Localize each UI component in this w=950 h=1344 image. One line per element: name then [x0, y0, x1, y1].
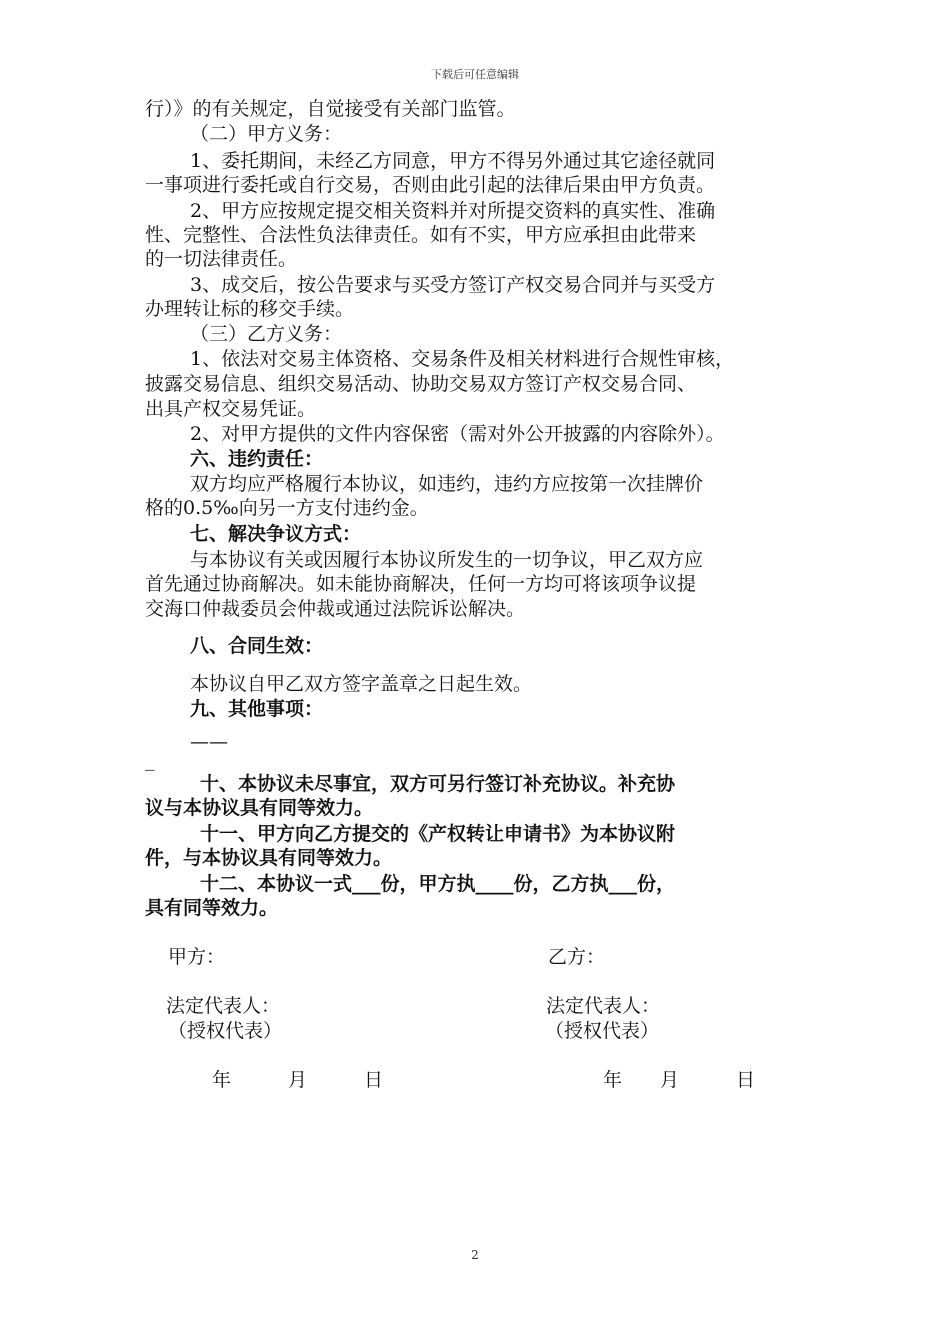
page-number: 2: [471, 1248, 479, 1262]
body-line: 1、依法对交易主体资格、交易条件及相关材料进行合规性审核，: [190, 348, 735, 370]
body-line: 出具产权交易凭证。: [145, 398, 317, 420]
date-a-label: 年 月 日: [212, 1069, 384, 1091]
blank-line-mark: _: [145, 749, 155, 771]
clause-ten: 十、本协议未尽事宜，双方可另行签订补充协议。补充协: [200, 773, 676, 795]
body-line: 3、成交后，按公告要求与买受方签订产权交易合同并与买受方: [190, 274, 716, 296]
body-line: 披露交易信息、组织交易活动、协助交易双方签订产权交易合同、: [145, 373, 697, 395]
section-heading-party-b-duties: （三）乙方义务：: [190, 323, 343, 345]
section-heading-party-a-duties: （二）甲方义务：: [190, 123, 343, 145]
body-line: 交海口仲裁委员会仲裁或通过法院诉讼解决。: [145, 598, 526, 620]
body-line: 办理转让标的移交手续。: [145, 298, 355, 320]
party-a-label: 甲方：: [168, 946, 226, 968]
legal-rep-b-label: 法定代表人：: [546, 995, 661, 1017]
clause-twelve: 十二、本协议一式___份，甲方执____份，乙方执___份，: [200, 873, 676, 895]
blank-line-mark: ——: [190, 731, 228, 753]
clause-eleven-cont: 件，与本协议具有同等效力。: [145, 847, 393, 869]
body-line: 本协议自甲乙双方签字盖章之日起生效。: [190, 673, 533, 695]
clause-eleven: 十一、甲方向乙方提交的《产权转让申请书》为本协议附: [200, 823, 676, 845]
auth-rep-a-label: （授权代表）: [168, 1020, 283, 1042]
party-b-label: 乙方：: [548, 946, 606, 968]
body-line: 格的0.5‰向另一方支付违约金。: [145, 497, 429, 519]
body-line: 2、甲方应按规定提交相关资料并对所提交资料的真实性、准确: [190, 200, 716, 222]
body-line: 1、委托期间，未经乙方同意，甲方不得另外通过其它途径就同: [190, 150, 716, 172]
clause-twelve-cont: 具有同等效力。: [145, 897, 279, 919]
section-heading-effective: 八、合同生效：: [190, 635, 324, 657]
date-b-label: 年 月 日: [603, 1069, 756, 1091]
page-header: 下载后可任意编辑: [431, 68, 519, 81]
legal-rep-a-label: 法定代表人：: [166, 995, 281, 1017]
body-line: 2、对甲方提供的文件内容保密（需对外公开披露的内容除外）。: [190, 423, 725, 445]
auth-rep-b-label: （授权代表）: [545, 1020, 660, 1042]
body-line: 双方均应严格履行本协议，如违约，违约方应按第一次挂牌价: [190, 473, 704, 495]
section-heading-dispute: 七、解决争议方式：: [190, 523, 362, 545]
body-line: 性、完整性、合法性负法律责任。如有不实，甲方应承担由此带来: [145, 224, 697, 246]
section-heading-other: 九、其他事项：: [190, 698, 324, 720]
clause-ten-cont: 议与本协议具有同等效力。: [145, 797, 374, 819]
section-heading-breach: 六、违约责任：: [190, 448, 324, 470]
body-line: 与本协议有关或因履行本协议所发生的一切争议，甲乙双方应: [190, 549, 704, 571]
body-line: 首先通过协商解决。如未能协商解决，任何一方均可将该项争议提: [145, 573, 697, 595]
body-line: 的一切法律责任。: [145, 248, 298, 270]
body-line: 行）》的有关规定，自觉接受有关部门监管。: [145, 98, 516, 120]
body-line: 一事项进行委托或自行交易，否则由此引起的法律后果由甲方负责。: [145, 174, 716, 196]
